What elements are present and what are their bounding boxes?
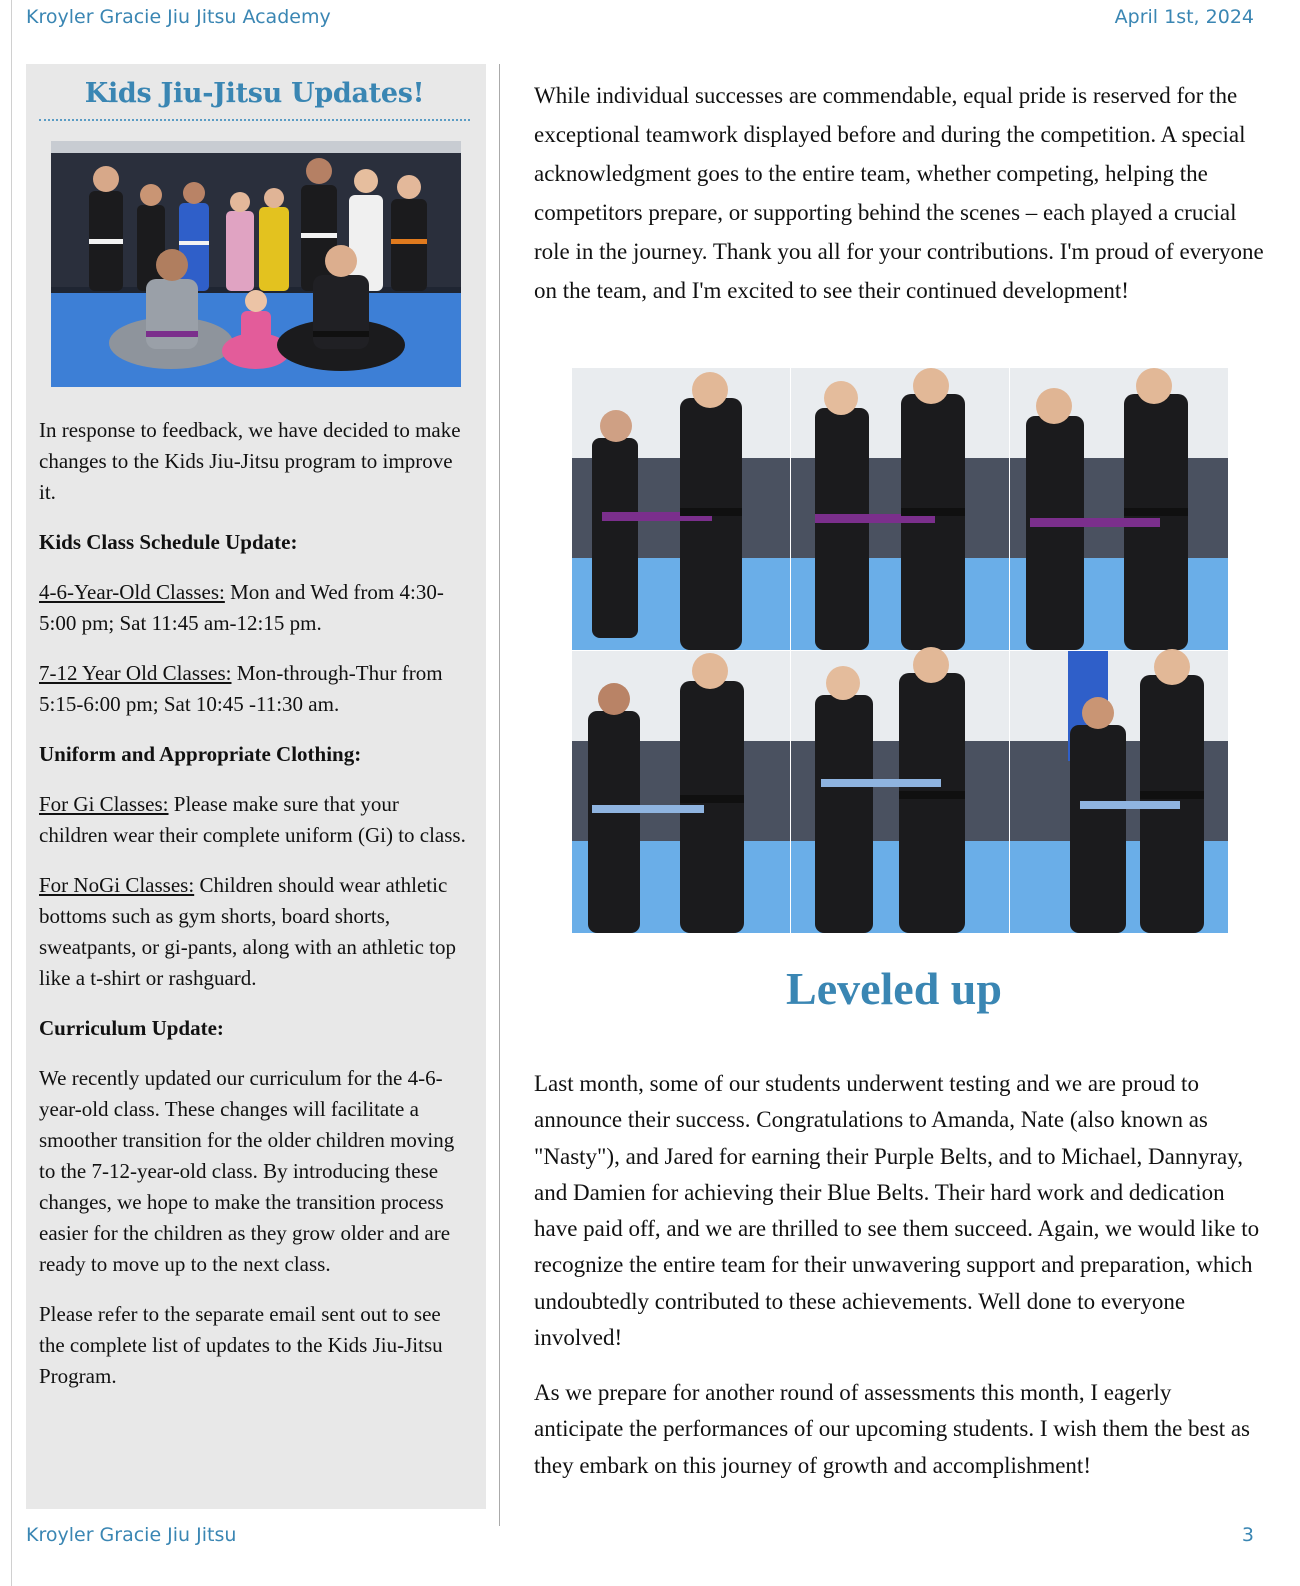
closing-paragraph: As we prepare for another round of assessments this month, I eagerly anticipate the performances of our upcoming students. I wish them the best as they embark on this journey of growth and accomplishment! xyxy=(534,1380,1250,1478)
schedule-young xyxy=(39,577,470,639)
teamwork-paragraph: While individual successes are commendable, equal pride is reserved for the exceptional teamwork displayed before and during the competition. A special acknowledgment goes to the entire team, whether competing, helping the competitors prepare, or supporting behind the scenes – each played a crucial role in the journey. Thank you all for your contributions. I'm proud of everyone on the team, and I'm excited to see their continued development! xyxy=(534,83,1264,303)
kids-updates-sidebar xyxy=(26,64,486,1509)
schedule-young-label: 4-6-Year-Old Classes: xyxy=(39,580,225,604)
promotion-paragraph: Last month, some of our students underwent testing and we are proud to announce their success. Congratulations to Amanda, Nate (also known as "Nasty"), and Jared for earning their Purple Belts, and to Michael, Dannyray, and Damien for achieving their Blue Belts. Their hard work and dedication have paid off, and we are thrilled to see them succeed. Again, we would like to recognize the entire team for their unwavering support and preparation, which undoubtedly contributed to these achievements. Well done to everyone involved! xyxy=(534,1071,1260,1351)
footer-academy-name: Kroyler Gracie Jiu Jitsu xyxy=(26,1524,237,1546)
schedule-older-text: Mon-through-Thur from 5:15-6:00 pm; Sat 10:45 -11:30 am. xyxy=(39,661,443,716)
uniform-heading: Uniform and Appropriate Clothing: xyxy=(39,742,362,766)
page-edge xyxy=(11,0,12,1586)
promotion-photo-3 xyxy=(1010,368,1228,650)
sidebar-title: Kids Jiu-Jitsu Updates! xyxy=(84,78,425,109)
promotion-photo-5 xyxy=(791,647,1009,933)
gi-text: Please make sure that your children wear their complete uniform (Gi) to class. xyxy=(39,792,466,847)
promotion-photo-4 xyxy=(572,651,790,933)
header-date: April 1st, 2024 xyxy=(1114,6,1254,28)
schedule-heading: Kids Class Schedule Update: xyxy=(39,530,298,554)
nogi-classes xyxy=(39,870,470,994)
promotion-photo-1 xyxy=(572,368,790,650)
column-divider xyxy=(499,64,500,1526)
sidebar-intro: In response to feedback, we have decided to make changes to the Kids Jiu-Jitsu program to improve it. xyxy=(39,418,461,504)
curriculum-heading: Curriculum Update: xyxy=(39,1016,224,1040)
curriculum-text: We recently updated our curriculum for the 4-6-year-old class. These changes will facilitate a smoother transition for the older children moving to the 7-12-year-old class. By introducing these changes, we hope to make the transition process easier for the children as they grow older and are ready to move up to the next class. xyxy=(39,1066,455,1276)
gi-label: For Gi Classes: xyxy=(39,792,169,816)
promotion-photo-2 xyxy=(791,368,1009,650)
nogi-label: For NoGi Classes: xyxy=(39,873,195,897)
leveled-up-heading: Leveled up xyxy=(786,963,1002,1014)
header-academy-name: Kroyler Gracie Jiu Jitsu Academy xyxy=(26,6,331,28)
schedule-young-text: Mon and Wed from 4:30-5:00 pm; Sat 11:45 am-12:15 pm. xyxy=(39,580,444,635)
schedule-older-label: 7-12 Year Old Classes: xyxy=(39,661,232,685)
sidebar-closing: Please refer to the separate email sent out to see the complete list of updates to the Kids Jiu-Jitsu Program. xyxy=(39,1302,443,1388)
kids-group-photo xyxy=(51,141,461,387)
belt-promotion-photo-grid xyxy=(572,368,1228,933)
gi-classes xyxy=(39,789,470,851)
page-number: 3 xyxy=(1241,1524,1254,1546)
promotion-photo-6 xyxy=(1010,649,1228,933)
nogi-text: Children should wear athletic bottoms such as gym shorts, board shorts, sweatpants, or gi-pants, along with an athletic top like a t-shirt or rashguard. xyxy=(39,873,456,990)
schedule-older xyxy=(39,658,470,720)
dotted-divider xyxy=(39,119,470,121)
